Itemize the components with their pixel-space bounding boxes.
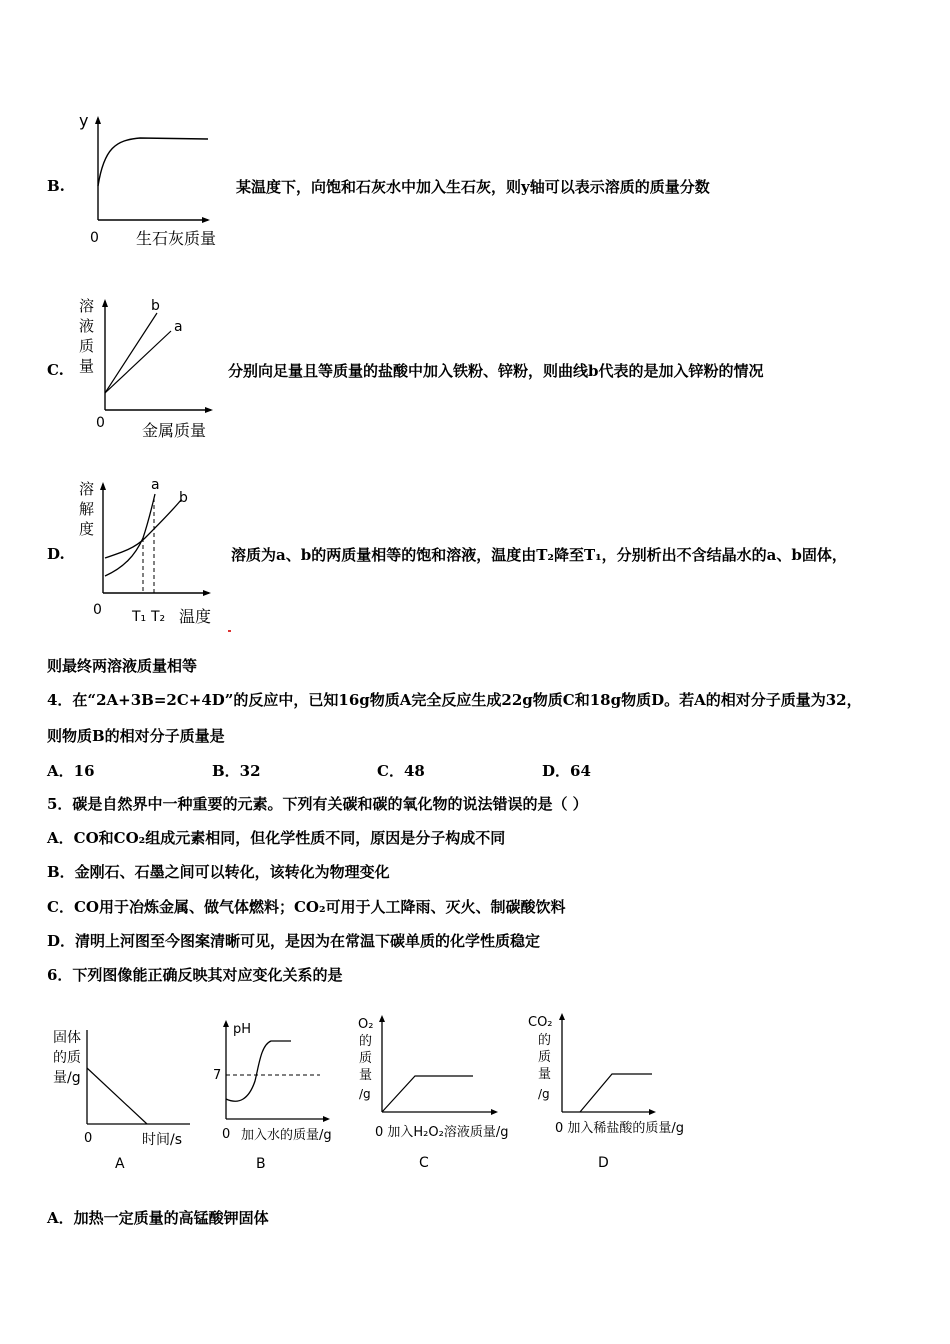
- q6-graph-d: [528, 1010, 718, 1175]
- option-b-text: 某温度下，向饱和石灰水中加入生石灰，则y轴可以表示溶质的质量分数: [236, 178, 710, 196]
- q6-graph-d-y-label-5: /g: [538, 1087, 550, 1101]
- q6-graph-d-y-label-3: 质: [538, 1050, 552, 1065]
- option-b-letter: B.: [47, 177, 65, 195]
- q6-graph-c-x-arrow: [491, 1109, 498, 1115]
- graph-d-t2: T₂: [151, 609, 166, 625]
- q6-graph-d-y-label-1: CO₂: [528, 1015, 553, 1030]
- graph-c-y-label-4: 量: [79, 357, 95, 375]
- graph-b-y-label: y: [79, 111, 89, 130]
- graph-d: [75, 476, 235, 631]
- graph-c-x-arrow: [205, 407, 213, 413]
- q5-option-c: C．CO用于冶炼金属、做气体燃料；CO₂可用于人工降雨、灭火、制碳酸饮料: [47, 898, 566, 916]
- q4-option-c: C．48: [377, 762, 425, 780]
- q5-stem: 5．碳是自然界中一种重要的元素。下列有关碳和碳的氧化物的说法错误的是（ ）: [47, 795, 588, 813]
- q6-graph-c: [355, 1012, 530, 1175]
- q6-graph-d-line: [580, 1074, 652, 1112]
- q6-graph-a-letter: A: [115, 1156, 125, 1172]
- graph-c-y-label-3: 质: [79, 337, 95, 355]
- q6-graph-c-y-arrow: [379, 1015, 385, 1022]
- q4-stem-line2: 则物质B的相对分子质量是: [47, 727, 225, 745]
- q6-graph-b-y-label: pH: [233, 1022, 252, 1037]
- graph-c-line-b: [105, 313, 157, 393]
- graph-b-x-arrow: [202, 217, 210, 223]
- q6-graph-d-y-label-2: 的: [538, 1033, 552, 1048]
- q6-graph-b: [205, 1015, 355, 1175]
- q6-graph-b-ref-label: 7: [213, 1068, 222, 1083]
- graph-d-x-label: 温度: [179, 607, 212, 626]
- graph-d-y-arrow: [100, 482, 106, 490]
- q6-graph-a-y-label-2: 的质: [53, 1050, 81, 1066]
- q4-stem-line1: 4．在“2A+3B=2C+4D”的反应中，已知16g物质A完全反应生成22g物质C和18g物质D。若A的相对分子质量为32，: [47, 691, 862, 709]
- graph-c-x-label: 金属质量: [142, 421, 207, 440]
- q6-graph-b-origin: 0: [222, 1127, 231, 1142]
- q6-graph-d-y-arrow: [559, 1013, 565, 1020]
- graph-d-y-label-3: 度: [79, 520, 95, 538]
- option-c-letter: C.: [47, 361, 64, 379]
- q6-graph-b-letter: B: [256, 1156, 266, 1172]
- q6-graph-c-y-label-2: 的: [359, 1034, 373, 1049]
- graph-c-y-label-1: 溶: [79, 297, 95, 315]
- q6-graph-a-line: [87, 1068, 147, 1124]
- graph-c-origin: 0: [96, 415, 105, 431]
- q5-option-d: D．清明上河图至今图案清晰可见，是因为在常温下碳单质的化学性质稳定: [47, 932, 541, 950]
- q6-graph-a-y-label-3: 量/g: [53, 1070, 81, 1086]
- graph-c-label-a: a: [174, 319, 183, 335]
- q5-option-a: A．CO和CO₂组成元素相同，但化学性质不同，原因是分子构成不同: [47, 829, 506, 847]
- q6-graph-c-letter: C: [419, 1155, 429, 1171]
- graph-d-origin: 0: [93, 602, 102, 618]
- option-c-text: 分别向足量且等质量的盐酸中加入铁粉、锌粉，则曲线b代表的是加入锌粉的情况: [228, 362, 764, 380]
- q6-answer-a: A．加热一定质量的高锰酸钾固体: [47, 1209, 269, 1227]
- option-d-continuation: 则最终两溶液质量相等: [47, 657, 198, 675]
- q6-graph-d-letter: D: [598, 1155, 609, 1171]
- q6-graph-c-y-label-3: 质: [359, 1051, 373, 1066]
- q6-graph-a-y-label-1: 固体: [53, 1030, 81, 1046]
- q6-graph-c-y-label-5: /g: [359, 1087, 371, 1101]
- q4-option-b: B．32: [212, 762, 261, 780]
- graph-d-x-arrow: [203, 590, 211, 596]
- option-d-text: 溶质为a、b的两质量相等的饱和溶液，温度由T₂降至T₁，分别析出不含结晶水的a、b固体，: [231, 546, 847, 564]
- q6-graph-d-x-label: 0 加入稀盐酸的质量/g: [555, 1121, 685, 1136]
- graph-d-label-b: b: [179, 490, 188, 506]
- graph-d-y-label-1: 溶: [79, 480, 95, 498]
- q6-graph-c-line: [382, 1076, 473, 1112]
- graph-c: [75, 293, 235, 443]
- q6-graph-b-curve: [226, 1041, 291, 1101]
- q5-option-b: B．金刚石、石墨之间可以转化，该转化为物理变化: [47, 863, 390, 881]
- q6-graph-b-x-label: 加入水的质量/g: [241, 1128, 332, 1143]
- graph-c-y-label-2: 液: [79, 317, 95, 335]
- graph-d-y-label-2: 解: [79, 500, 95, 518]
- stray-mark: [228, 630, 231, 632]
- graph-d-label-a: a: [151, 477, 160, 493]
- q6-graph-b-x-arrow: [323, 1116, 330, 1122]
- graph-c-y-arrow: [102, 299, 108, 307]
- q6-stem: 6．下列图像能正确反映其对应变化关系的是: [47, 966, 343, 984]
- graph-b: [70, 108, 240, 253]
- graph-b-x-label: 生石灰质量: [136, 229, 217, 248]
- graph-b-curve: [98, 138, 208, 186]
- q6-graph-c-x-label: 0 加入H₂O₂溶液质量/g: [375, 1125, 509, 1140]
- graph-b-y-arrow: [95, 116, 101, 124]
- graph-d-curve-b: [105, 500, 181, 558]
- q6-graph-a-x-label: 时间/s: [142, 1132, 183, 1148]
- q6-graph-c-y-label-1: O₂: [358, 1017, 374, 1032]
- q6-graph-d-y-label-4: 量: [538, 1067, 552, 1082]
- q6-graph-b-y-arrow: [223, 1020, 229, 1027]
- option-d-letter: D.: [47, 545, 65, 563]
- q4-option-d: D．64: [542, 762, 591, 780]
- graph-d-t1: T₁: [132, 609, 147, 625]
- graph-c-label-b: b: [151, 298, 160, 314]
- q6-graph-c-y-label-4: 量: [359, 1068, 373, 1083]
- q4-option-a: A．16: [47, 762, 95, 780]
- graph-b-origin: 0: [90, 230, 99, 246]
- q6-graph-d-x-arrow: [649, 1109, 656, 1115]
- q6-graph-a: [50, 1020, 200, 1175]
- q6-graph-a-origin: 0: [84, 1131, 93, 1146]
- graph-c-line-a: [105, 331, 171, 393]
